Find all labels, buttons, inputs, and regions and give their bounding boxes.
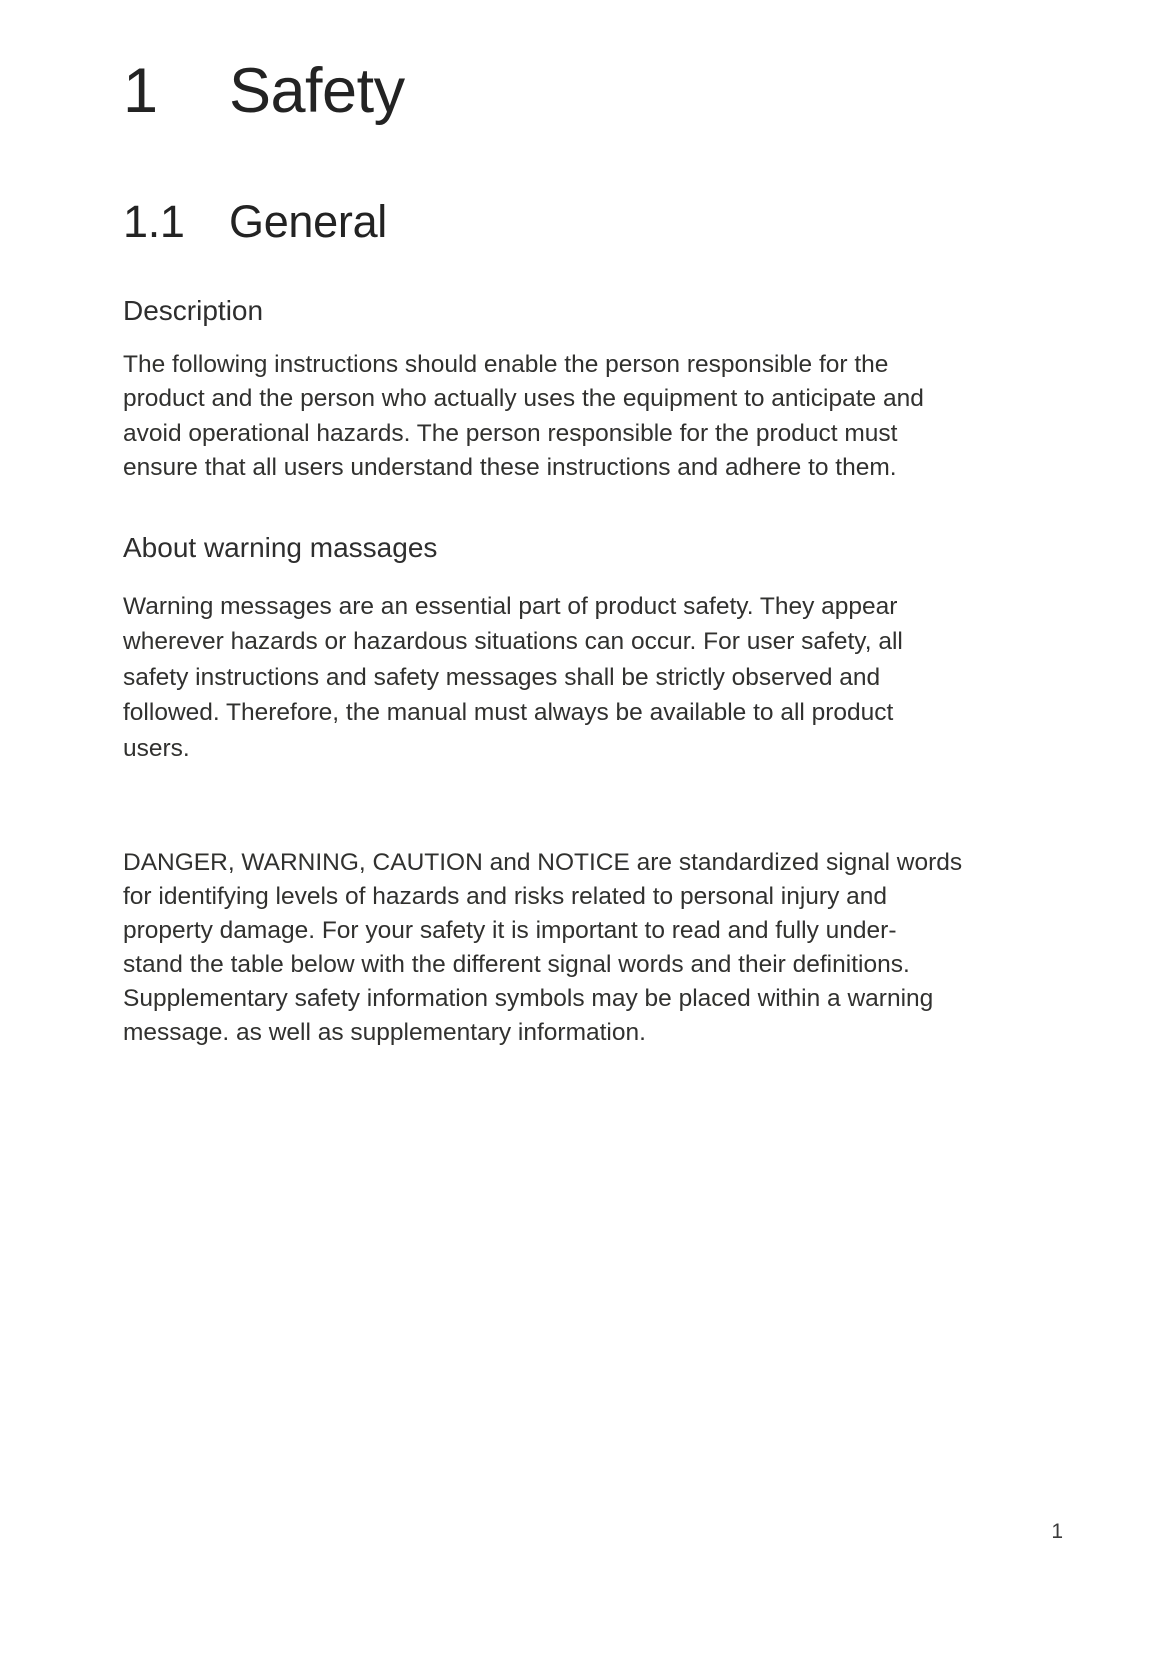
text-line: followed. Therefore, the manual must always be available to all product: [123, 699, 894, 727]
text-line: The following instructions should enable the person responsible for the: [123, 350, 889, 378]
text-line: for identifying levels of hazards and risks related to personal injury and: [123, 883, 887, 911]
warning-messages-subheading: About warning massages: [123, 531, 438, 563]
text-line: DANGER, WARNING, CAUTION and NOTICE are standardized signal words: [123, 849, 963, 877]
chapter-number: 1: [123, 56, 158, 126]
text-line: safety instructions and safety messages shall be strictly observed and: [123, 663, 881, 691]
section-title: General: [229, 196, 387, 248]
signal-words-paragraph: [123, 766, 1025, 1050]
text-line: wherever hazards or hazardous situations can occur. For user safety, all: [123, 628, 903, 656]
section-number: 1.1: [123, 196, 185, 248]
description-paragraph: [123, 328, 1019, 486]
text-line: property damage. For your safety it is important to read and fully under-: [123, 917, 897, 945]
text-line: Warning messages are an essential part of product safety. They appear: [123, 592, 898, 620]
chapter-heading: [123, 0, 1023, 125]
text-line: Supplementary safety information symbols may be placed within a warning: [123, 985, 934, 1013]
description-subheading: Description: [123, 294, 264, 326]
text-line: product and the person who actually uses the equipment to anticipate and: [123, 385, 924, 413]
text-line: message. as well as supplementary information.: [123, 1019, 646, 1047]
text-line: stand the table below with the different signal words and their definitions.: [123, 951, 910, 979]
page-number: 1: [1051, 1520, 1063, 1543]
text-line: ensure that all users understand these instructions and adhere to them.: [123, 454, 897, 482]
warning-messages-paragraph: [123, 565, 1003, 767]
chapter-title: Safety: [229, 56, 405, 126]
text-line: avoid operational hazards. The person responsible for the product must: [123, 419, 898, 447]
section-heading: [123, 125, 1023, 247]
page-content: [123, 0, 1023, 1050]
text-line: users.: [123, 734, 190, 762]
